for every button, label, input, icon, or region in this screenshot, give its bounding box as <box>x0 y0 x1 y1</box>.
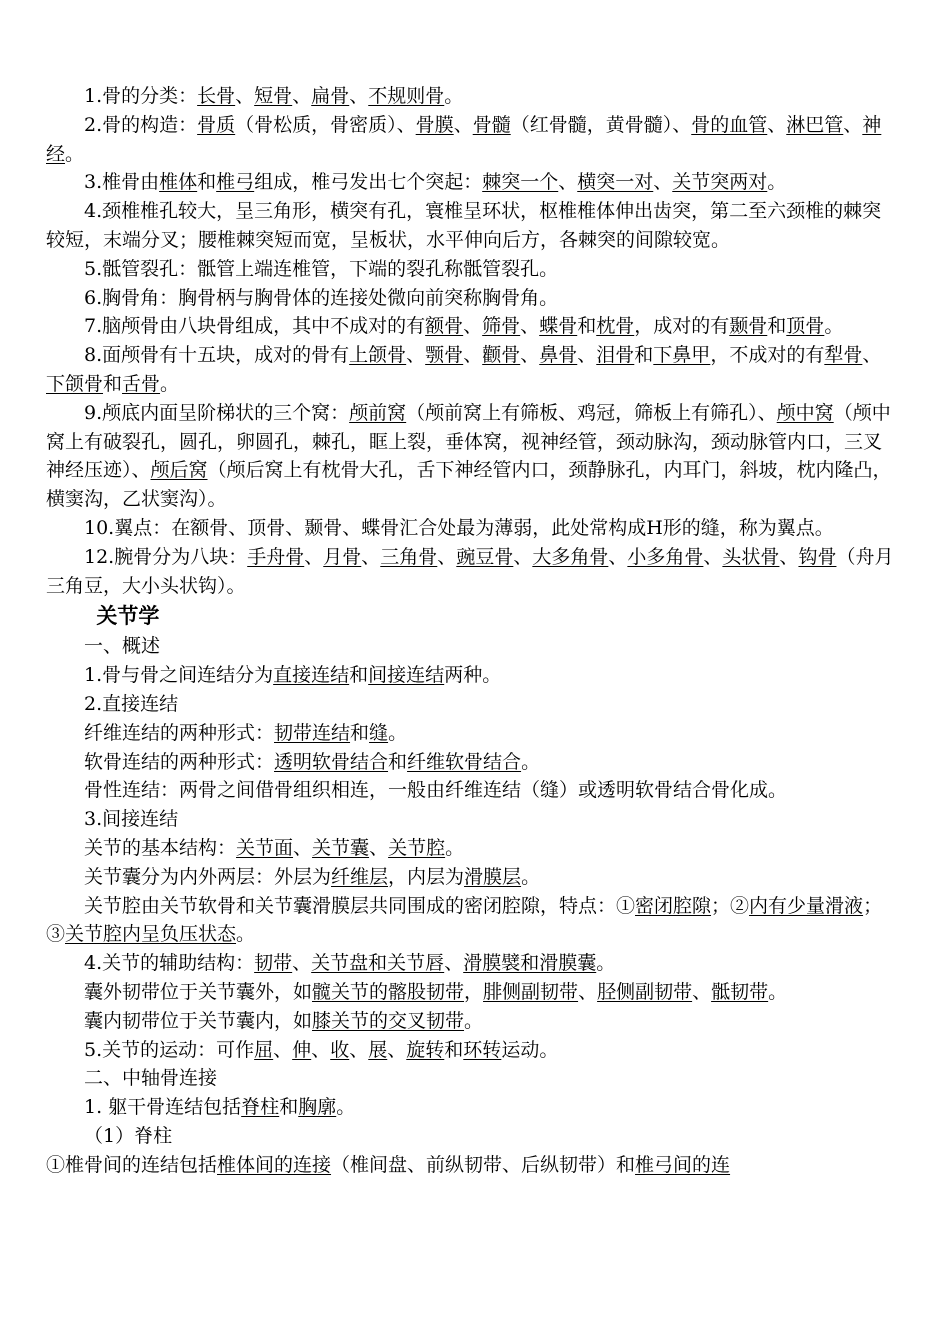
text-run: 3.间接连结 <box>84 808 179 831</box>
underlined-term: 扁骨 <box>311 85 350 107</box>
text-run: 关节囊分为内外两层：外层为 <box>84 865 332 888</box>
text-run: 、 <box>653 171 673 194</box>
paragraph <box>46 949 898 978</box>
underlined-term: 滑膜层 <box>464 865 522 888</box>
paragraph <box>46 168 898 197</box>
paragraph <box>46 111 898 169</box>
underlined-term: 间接连结 <box>368 664 445 687</box>
underlined-term: 淋巴管 <box>786 113 844 136</box>
text-run: 、 <box>463 315 483 338</box>
underlined-term: 椎弓 <box>216 171 255 194</box>
text-run: 二、中轴骨连接 <box>84 1067 218 1090</box>
text-run: 3.椎骨由 <box>84 171 160 194</box>
text-run: 1. 躯干骨连结包括 <box>84 1096 242 1119</box>
text-run: 。 <box>444 85 464 107</box>
underlined-term: 颅后窝 <box>150 459 208 482</box>
text-run: 。 <box>824 315 844 338</box>
text-run: 。 <box>336 1096 356 1119</box>
underlined-term: 关节盘和关节唇 <box>311 952 445 975</box>
underlined-term: 长骨 <box>197 85 236 107</box>
paragraph <box>46 1122 898 1151</box>
underlined-term: 骨膜 <box>415 113 454 136</box>
underlined-term: 横突一对 <box>577 171 654 194</box>
text-run: 、 <box>558 171 578 194</box>
underlined-term: 环转 <box>463 1038 502 1061</box>
text-run: （舟月三角豆，大小头状钩）。 <box>46 545 894 597</box>
text-run: 和 <box>577 315 597 338</box>
paragraph <box>46 1151 898 1180</box>
text-run: ；② <box>711 894 750 917</box>
text-run: 、 <box>513 545 533 568</box>
underlined-term: 骨髓 <box>472 113 511 136</box>
underlined-term: 颧骨 <box>482 344 521 367</box>
text-run: ，内层为 <box>388 865 465 888</box>
underlined-term: 椎体间的连接 <box>217 1153 332 1176</box>
text-run: 和 <box>767 315 787 338</box>
paragraph <box>46 863 898 892</box>
text-run: 、 <box>843 113 863 136</box>
underlined-term: 颚骨 <box>425 344 464 367</box>
underlined-term: 三角骨 <box>380 545 438 568</box>
text-run: 5.关节的运动：可作 <box>84 1038 255 1061</box>
underlined-term: 钩骨 <box>798 545 837 568</box>
underlined-term: 神经 <box>46 113 882 165</box>
text-run: 、 <box>779 545 799 568</box>
text-run: 12.腕骨分为八块： <box>84 545 248 568</box>
text-run: 、 <box>406 344 426 367</box>
underlined-term: 短骨 <box>254 85 293 107</box>
text-run: 关节学 <box>96 604 160 629</box>
text-run: ，不成对的有 <box>710 344 825 367</box>
paragraph <box>46 748 898 777</box>
underlined-term: 骶韧带 <box>711 980 769 1003</box>
paragraph <box>46 82 898 111</box>
text-run: 和 <box>350 721 370 744</box>
text-run: （颅前窝上有筛板、鸡冠，筛板上有筛孔）、 <box>406 401 777 424</box>
text-run: 、 <box>577 344 597 367</box>
underlined-term: 小多角骨 <box>627 545 704 568</box>
text-run: 组成，椎弓发出七个突起： <box>254 171 483 194</box>
underlined-term: 椎体 <box>159 171 198 194</box>
paragraph <box>46 284 898 313</box>
underlined-term: 展 <box>368 1038 388 1061</box>
text-run: 1.骨与骨之间连结分为 <box>84 664 274 687</box>
text-run: 和 <box>197 171 217 194</box>
text-run: 、 <box>437 545 457 568</box>
underlined-term: 滑膜襞和滑膜囊 <box>463 952 597 975</box>
text-run: 、 <box>235 85 255 107</box>
text-run: 软骨连结的两种形式： <box>84 750 275 773</box>
text-run: 。 <box>521 750 541 773</box>
underlined-term: 舌骨 <box>122 372 161 395</box>
text-run: 。 <box>388 721 408 744</box>
underlined-term: 筛骨 <box>482 315 521 338</box>
text-run: 6.胸骨角：胸骨柄与胸骨体的连接处微向前突称胸骨角。 <box>84 286 559 309</box>
underlined-term: 脊柱 <box>241 1096 280 1119</box>
text-run: 5.骶管裂孔：骶管上端连椎管，下端的裂孔称骶管裂孔。 <box>84 257 559 280</box>
underlined-term: 旋转 <box>406 1038 445 1061</box>
paragraph <box>46 1036 898 1065</box>
text-run: 4.颈椎椎孔较大，呈三角形，横突有孔，寰椎呈环状，枢椎椎体伸出齿突，第二至六颈椎的棘突较短，末端分叉；腰椎棘突短而宽，呈板状，水平伸向后方，各棘突的间隙较宽。 <box>46 200 882 251</box>
underlined-term: 韧带 <box>254 952 293 975</box>
text-run: 、 <box>311 1038 331 1061</box>
underlined-term: 胫侧副韧带 <box>597 980 693 1003</box>
underlined-term: 直接连结 <box>273 664 350 687</box>
text-run: 、 <box>292 952 312 975</box>
text-run: 、 <box>463 344 483 367</box>
text-run: 。 <box>767 171 787 194</box>
underlined-term: 上颌骨 <box>349 344 407 367</box>
paragraph <box>46 1093 898 1122</box>
underlined-term: 收 <box>330 1038 350 1061</box>
text-run: 9.颅底内面呈阶梯状的三个窝： <box>84 401 350 424</box>
text-run: 。 <box>464 1009 484 1032</box>
underlined-term: 泪骨 <box>596 344 635 367</box>
underlined-term: 大多角骨 <box>532 545 609 568</box>
text-run: （椎间盘、前纵韧带、后纵韧带）和 <box>331 1153 636 1176</box>
underlined-term: 胸廓 <box>298 1096 337 1119</box>
text-run: 、 <box>767 113 787 136</box>
underlined-term: 头状骨 <box>722 545 780 568</box>
text-run: ①椎骨间的连结包括 <box>46 1153 218 1176</box>
underlined-term: 枕骨 <box>596 315 635 338</box>
text-run: 2.骨的构造： <box>84 113 198 136</box>
underlined-term: 骨质 <box>197 113 236 136</box>
text-run: 关节的基本结构： <box>84 836 237 859</box>
text-run: （骨松质，骨密质）、 <box>235 113 416 136</box>
text-run: 关节腔由关节软骨和关节囊滑膜层共同围成的密闭腔隙，特点：① <box>84 894 636 917</box>
text-run: 10.翼点：在额骨、顶骨、颞骨、蝶骨汇合处最为薄弱，此处常构成H形的缝，称为翼点。 <box>84 516 834 539</box>
underlined-term: 颅中窝 <box>776 401 834 424</box>
section-heading <box>46 600 898 632</box>
text-run: 、 <box>520 315 540 338</box>
underlined-term: 月骨 <box>323 545 362 568</box>
paragraph <box>46 978 898 1007</box>
paragraph <box>46 776 898 805</box>
text-run: 。 <box>768 980 788 1003</box>
text-run: 纤维连结的两种形式： <box>84 721 275 744</box>
underlined-term: 下颌骨 <box>46 372 104 395</box>
underlined-term: 手舟骨 <box>247 545 305 568</box>
text-run: 1.骨的分类： <box>84 85 198 107</box>
paragraph <box>46 514 898 543</box>
underlined-term: 棘突一个 <box>482 171 559 194</box>
text-run: 和 <box>634 344 654 367</box>
text-run: 、 <box>862 344 882 367</box>
underlined-term: 椎弓间的连 <box>635 1153 731 1176</box>
text-run: 2.直接连结 <box>84 692 179 715</box>
text-run: 8.面颅骨有十五块，成对的骨有 <box>84 344 350 367</box>
paragraph <box>46 661 898 690</box>
text-run: 、 <box>444 952 464 975</box>
text-run: ，成对的有 <box>634 315 730 338</box>
text-run: 7.脑颅骨由八块骨组成，其中不成对的有 <box>84 315 426 338</box>
text-run: 、 <box>273 1038 293 1061</box>
underlined-term: 鼻骨 <box>539 344 578 367</box>
underlined-term: 腓侧副韧带 <box>483 980 579 1003</box>
text-run: 。 <box>596 952 616 975</box>
underlined-term: 顶骨 <box>786 315 825 338</box>
text-run: 、 <box>453 113 473 136</box>
text-run: 。 <box>160 372 180 395</box>
paragraph <box>46 1007 898 1036</box>
text-run: 、 <box>349 85 369 107</box>
text-run: 、 <box>369 836 389 859</box>
underlined-term: 关节囊 <box>312 836 370 859</box>
underlined-term: 纤维层 <box>331 865 389 888</box>
text-run: （颅后窝上有枕骨大孔，舌下神经管内口，颈静脉孔，内耳门，斜坡，枕内隆凸，横窦沟，乙状窦沟）。 <box>46 459 892 511</box>
underlined-term: 内有少量滑液 <box>749 894 864 917</box>
underlined-term: 颞骨 <box>729 315 768 338</box>
underlined-term: 额骨 <box>425 315 464 338</box>
paragraph <box>46 1064 898 1093</box>
paragraph <box>46 805 898 834</box>
text-run: 囊内韧带位于关节囊内，如 <box>84 1009 313 1032</box>
underlined-term: 下鼻甲 <box>653 344 711 367</box>
text-run: 囊外韧带位于关节囊外，如 <box>84 980 313 1003</box>
text-run: 。 <box>445 836 465 859</box>
text-run: 、 <box>349 1038 369 1061</box>
paragraph <box>46 341 898 399</box>
underlined-term: 纤维软骨结合 <box>407 750 522 773</box>
text-run: 、 <box>520 344 540 367</box>
paragraph <box>46 312 898 341</box>
underlined-term: 蝶骨 <box>539 315 578 338</box>
text-run: 和 <box>279 1096 299 1119</box>
text-run: 和 <box>388 750 408 773</box>
paragraph <box>46 543 898 601</box>
text-run: 、 <box>293 836 313 859</box>
underlined-term: 屈 <box>254 1038 274 1061</box>
underlined-term: 膝关节的交叉韧带 <box>312 1009 465 1032</box>
paragraph <box>46 255 898 284</box>
paragraph <box>46 197 898 255</box>
underlined-term: 骨的血管 <box>691 113 768 136</box>
underlined-term: 颅前窝 <box>349 401 407 424</box>
underlined-term: 缝 <box>369 721 389 744</box>
underlined-term: 不规则骨 <box>368 85 445 107</box>
paragraph <box>46 690 898 719</box>
text-run: 和 <box>444 1038 464 1061</box>
underlined-term: 透明软骨结合 <box>274 750 389 773</box>
text-run: 、 <box>292 85 312 107</box>
text-run: 、 <box>361 545 381 568</box>
text-run: 和 <box>349 664 369 687</box>
text-run: （1）脊柱 <box>84 1124 173 1147</box>
text-run: 和 <box>103 372 123 395</box>
text-run: 、 <box>387 1038 407 1061</box>
underlined-term: 关节突两对 <box>672 171 768 194</box>
text-run: ， <box>464 980 484 1003</box>
underlined-term: 关节腔内呈负压状态 <box>65 923 237 946</box>
text-run: ；③ <box>46 894 883 946</box>
paragraph <box>46 719 898 748</box>
text-run: 、 <box>578 980 598 1003</box>
text-run: 、 <box>608 545 628 568</box>
underlined-term: 密闭腔隙 <box>635 894 712 917</box>
text-run: 、 <box>304 545 324 568</box>
underlined-term: 豌豆骨 <box>456 545 514 568</box>
text-run: 、 <box>703 545 723 568</box>
text-run: 一、概述 <box>84 635 161 658</box>
text-run: 4.关节的辅助结构： <box>84 952 255 975</box>
text-run: （颅中窝上有破裂孔，圆孔，卵圆孔，棘孔，眶上裂，垂体窝，视神经管，颈动脉沟，颈动脉管内口，三叉神经压迹）、 <box>46 401 891 482</box>
text-run: 运动。 <box>501 1038 559 1061</box>
paragraph <box>46 892 898 950</box>
text-run: （红骨髓，黄骨髓）、 <box>510 113 692 136</box>
paragraph <box>46 834 898 863</box>
text-run: 骨性连结：两骨之间借骨组织相连，一般由纤维连结（缝）或透明软骨结合骨化成。 <box>84 779 788 802</box>
text-run: 。 <box>236 923 256 946</box>
underlined-term: 伸 <box>292 1038 312 1061</box>
text-run: 两种。 <box>444 664 502 687</box>
underlined-term: 髋关节的髂股韧带 <box>312 980 465 1003</box>
paragraph <box>46 399 898 514</box>
underlined-term: 韧带连结 <box>274 721 351 744</box>
text-run: 。 <box>521 865 541 888</box>
text-run: 。 <box>65 142 85 165</box>
underlined-term: 关节面 <box>236 836 294 859</box>
text-run: 、 <box>692 980 712 1003</box>
paragraph <box>46 632 898 661</box>
underlined-term: 犁骨 <box>824 344 863 367</box>
underlined-term: 关节腔 <box>388 836 446 859</box>
